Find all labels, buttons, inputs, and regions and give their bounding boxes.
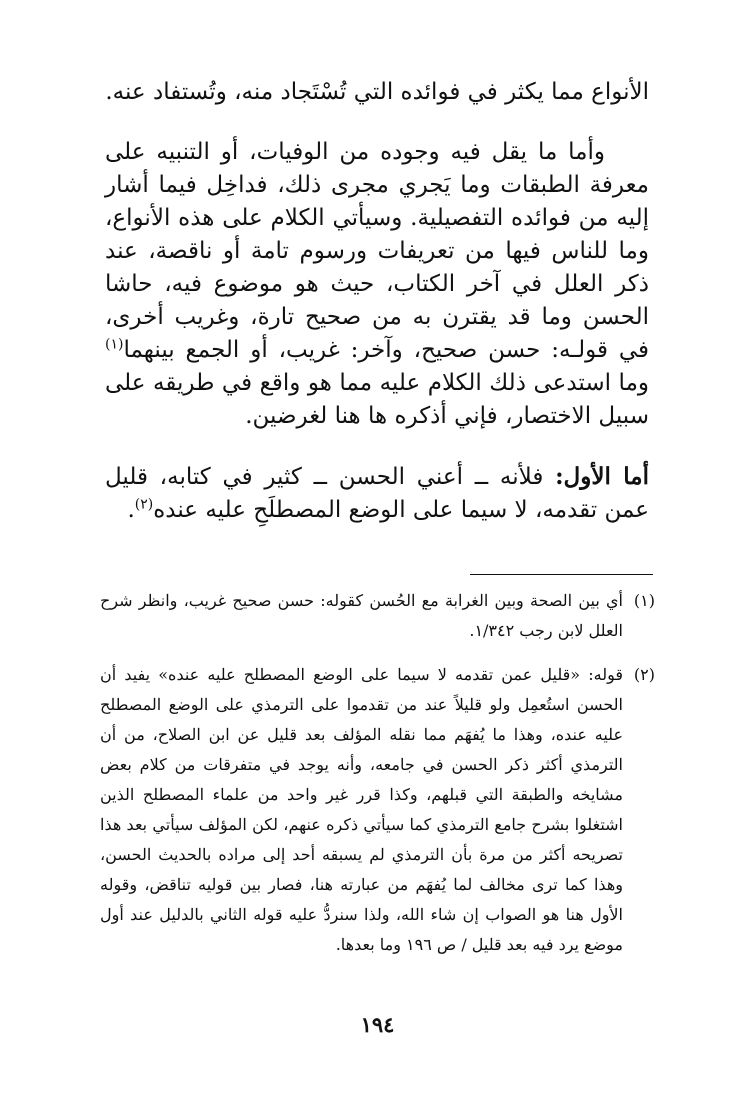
footnote-1 (100, 586, 655, 646)
first-reason-text (105, 460, 649, 527)
footnote-ref-2[interactable]: (٢) (134, 496, 154, 513)
footnote-2-number: (٢) (633, 665, 655, 684)
page-number: ١٩٤ (360, 1012, 395, 1037)
intro-text: الأنواع مما يكثر في فوائده التي تُسْتَجاد منه، وتُستفاد عنه. (105, 79, 649, 105)
footnote-2 (100, 660, 655, 960)
intro-paragraph (105, 76, 649, 109)
body-paragraph (105, 136, 649, 433)
footnote-ref-1[interactable]: (١) (105, 336, 124, 353)
footnotes (100, 586, 655, 974)
first-reason-body: فلأنه ــ أعني الحسن ــ كثير في كتابه، قليل عمن تقدمه، لا سيما على الوضع المصطلَحِ عليه عنده (105, 464, 649, 523)
footnote-1-text: أي بين الصحة وبين الغرابة مع الحُسن كقوله: حسن صحيح غريب، وانظر شرح العلل لابن رجب ١/٣٤٢. (100, 591, 623, 640)
body-text-start: وأما ما يقل فيه وجوده من الوفيات، أو التنبيه على معرفة الطبقات وما يَجري مجرى ذلك، فداخِل فيما أشار إليه من فوائده التفصيلية. وسيأتي الكلام على هذه الأنواع، وما للناس فيها من تعريفات ورسوم تامة أو ناقصة، عند ذكر العلل في آخر الكتاب، حيث هو موضوع فيه، حاشا الحسن وما قد يقترن به من صحيح تارة، وغريب أخرى، في قولـه: حسن صحيح، وآخر: غريب، أو الجمع بينهما (105, 139, 649, 363)
first-reason-end: . (127, 497, 135, 523)
body-text (105, 136, 649, 433)
first-reason-paragraph (105, 460, 649, 527)
footnote-separator (470, 574, 653, 575)
footnote-1-number: (١) (633, 591, 655, 610)
footnote-2-text: قوله: «قليل عمن تقدمه لا سيما على الوضع المصطلح عليه عنده» يفيد أن الحسن استُعمِل ولو قليلاً عند من تقدموا على الترمذي على الوضع المصطلح عليه عنده، وهذا ما يُفهَم مما نقله المؤلف بعد قليل عن ابن الصلاح، من أن الترمذي أكثر ذكر الحسن في جامعه، وأنه يوجد في متفرقات من كلام بعض مشايخه والطبقة التي قبلهم، وكذا قرر غير واحد من علماء المصطلح الذين اشتغلوا بشرح جامع الترمذي كما سيأتي ذكره عنهم، لكن المؤلف سيأتي بعد هذا تصريحه أكثر من مرة بأن الترمذي لم يسبقه أحد إلى مراده بالحديث الحسن، وهذا كما ترى مخالف لما يُفهَم من عبارته هنا، فصار بين قوليه تناقض، وقوله الأول هنا هو الصواب إن شاء الله، ولذا سنردُّ عليه قوله الثاني بالدليل عند أول موضع يرد فيه بعد قليل / ص ١٩٦ وما بعدها. (100, 665, 623, 954)
body-text-end: وما استدعى ذلك الكلام عليه مما هو واقع في طريقه على سبيل الاختصار، فإني أذكره ها هنا لغرضين. (105, 370, 649, 429)
first-reason-heading: أما الأول: (555, 463, 650, 490)
